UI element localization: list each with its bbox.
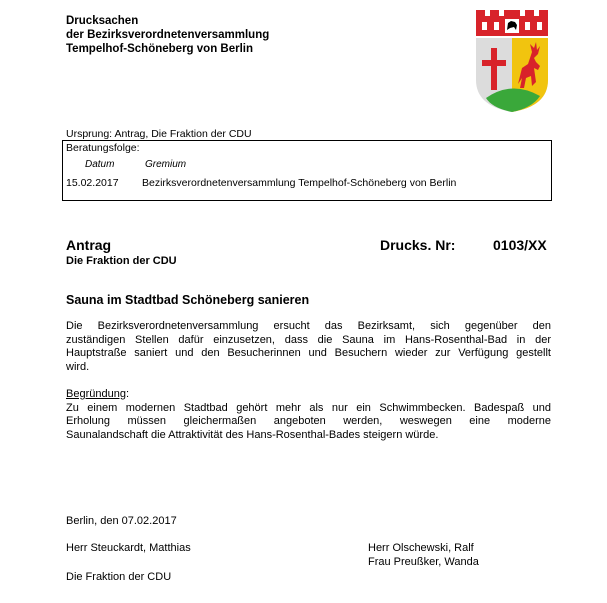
motion-subject: Sauna im Stadtbad Schöneberg sanieren (66, 293, 310, 307)
consultation-row-date: 15.02.2017 (66, 177, 119, 189)
consultation-box (62, 140, 552, 201)
print-number-label: Drucks. Nr: (380, 237, 456, 253)
reasoning-heading-colon: : (125, 388, 130, 400)
signatory-left: Herr Steuckardt, Matthias (66, 542, 191, 554)
reasoning-line: Erholung müssen gleichermaßen angeboten werden, weswegen eine moderne (66, 415, 551, 427)
reasoning-heading-line (66, 388, 551, 402)
reasoning-heading: Begründung (66, 388, 126, 400)
reasoning-line: Zu einem modernen Stadtbad gehört mehr als nur ein Schwimmbecken. Badespaß und (66, 401, 551, 414)
signature-faction: Die Fraktion der CDU (66, 571, 172, 583)
header-district-name: Tempelhof-Schöneberg von Berlin (66, 43, 253, 55)
motion-submitter: Die Fraktion der CDU (66, 255, 177, 267)
origin-text: Ursprung: Antrag, Die Fraktion der CDU (66, 128, 252, 140)
body-line: zuständigen Stellen dafür einzusetzen, dass die Sauna im Hans-Rosenthal-Bad in der (66, 333, 551, 346)
column-header-body: Gremium (145, 159, 187, 170)
consultation-label: Beratungsfolge: (66, 142, 140, 154)
body-line: Die Bezirksverordnetenversammlung ersucht das Bezirksamt, sich gegenüber den (66, 320, 551, 332)
motion-type: Antrag (66, 237, 112, 253)
place-date: Berlin, den 07.02.2017 (66, 515, 177, 527)
signatory-right-1: Herr Olschewski, Ralf (368, 542, 474, 554)
consultation-row-body: Bezirksverordnetenversammlung Tempelhof-Schöneberg von Berlin (142, 177, 457, 189)
header-assembly-name: der Bezirksverordnetenversammlung (66, 29, 270, 41)
body-line: Hauptstraße saniert und den Besucherinnen und Besuchern wieder zur Verfügung gestellt (66, 347, 551, 359)
district-coat-of-arms-icon (474, 10, 550, 114)
print-number: 0103/XX (493, 237, 547, 253)
body-line: wird. (66, 360, 90, 373)
reasoning-line: Saunalandschaft die Attraktivität des Hans-Rosenthal-Bades steigern würde. (66, 428, 439, 441)
column-header-date: Datum (85, 159, 115, 170)
header-publication-title: Drucksachen (66, 15, 139, 27)
signatory-right-2: Frau Preußker, Wanda (368, 556, 479, 568)
reasoning-section (66, 388, 551, 442)
motion-body (66, 320, 551, 374)
